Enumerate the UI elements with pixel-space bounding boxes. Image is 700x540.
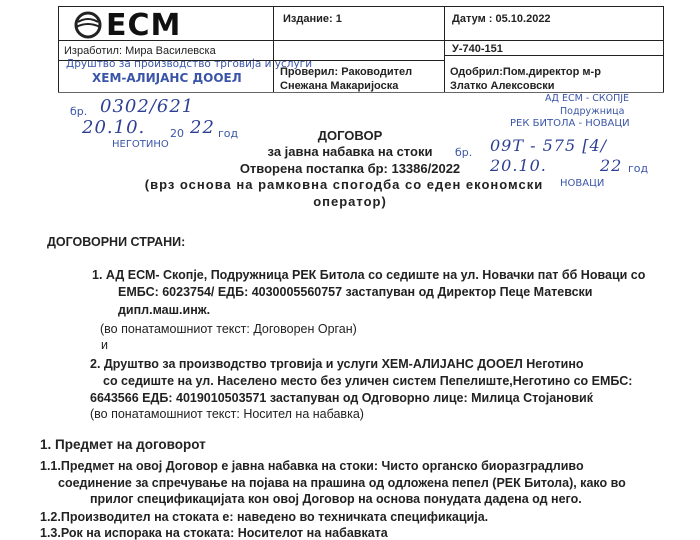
- left-stamp-date: 20.10.: [82, 117, 146, 138]
- right-stamp-line2: Подружница: [560, 106, 625, 117]
- left-stamp-line2: ХЕМ-АЛИЈАНС ДООЕЛ: [92, 71, 242, 85]
- form-code: У-740-151: [452, 43, 503, 55]
- right-stamp-number: 09Т - 575 [4/: [490, 136, 608, 155]
- party1-line3: дипл.маш.инж.: [118, 303, 211, 317]
- party1-line1: 1. АД ЕСМ- Скопје, Подружница РЕК Битола со седиште на ул. Новачки пат бб Новаци со: [92, 268, 646, 282]
- party1-line4: (во понатамошниот текст: Договорен Орган): [100, 322, 357, 336]
- right-stamp-br: бр.: [455, 146, 473, 159]
- party2-line2: со седиште на ул. Населено место без уличен систем Пепелиште,Неготино со ЕМБС:: [103, 374, 633, 388]
- parties-heading: ДОГОВОРНИ СТРАНИ:: [47, 235, 186, 249]
- left-stamp-br: бр.: [70, 105, 88, 118]
- doc-title: ДОГОВОР: [317, 128, 383, 143]
- item-1-1-line1: 1.1.Предмет на овој Договор е јавна набавка на стоки: Чисто органско биоразградливо: [40, 459, 584, 473]
- document-date: Датум : 05.10.2022: [452, 13, 551, 25]
- item-1-3: 1.3.Рок на испорака на стоката: Носителот на набавката: [40, 526, 388, 540]
- party2-line1: 2. Друштво за производство трговија и услуги ХЕМ-АЛИЈАНС ДООЕЛ Неготино: [90, 357, 584, 371]
- right-stamp-year: 22: [600, 156, 623, 175]
- left-stamp-god: год: [218, 127, 239, 140]
- doc-subtitle: за јавна набавка на стоки: [267, 144, 433, 159]
- ecm-logo: [66, 8, 266, 43]
- left-stamp-number: 0302/621: [100, 96, 195, 117]
- left-stamp-year: 22: [190, 117, 215, 138]
- right-stamp-line3: РЕК БИТОЛА - НОВАЦИ: [510, 118, 630, 129]
- procedure-number: Отворена постапка бр: 13386/2022: [239, 161, 461, 176]
- item-1-2: 1.2.Производител на стоката е: наведено во техничката спецификација.: [40, 510, 489, 524]
- prepared-by: Изработил: Мира Василевска: [64, 45, 216, 57]
- right-stamp-date: 20.10.: [490, 156, 547, 175]
- right-stamp-line1: АД ЕСМ - СКОПЈЕ: [545, 93, 630, 104]
- party1-line2: ЕМБС: 6023754/ ЕДБ: 4030005560757 застапуван од Директор Пеце Матевски: [118, 285, 593, 299]
- checked-by-title: Проверил: Раководител: [280, 66, 413, 78]
- right-stamp-city: НОВАЦИ: [560, 178, 605, 189]
- left-stamp-year-prefix: 20: [170, 127, 184, 140]
- party2-line3: 6643566 ЕДБ: 4019010503571 застапуван од Одговорно лице: Милица Стојановиќ: [90, 391, 593, 405]
- approved-by-title: Одобрил:Пом.директор м-р: [450, 66, 601, 78]
- left-stamp-line1: Друштво за производство трговија и услуги: [66, 58, 313, 70]
- party2-line4: (во понатамошниот текст: Носител на набавка): [90, 407, 364, 421]
- approved-by-name: Златко Алексовски: [450, 80, 555, 92]
- conjunction: и: [101, 338, 108, 352]
- framework-note-line1: (врз основа на рамковна спогодба со еден економски: [144, 177, 544, 192]
- section1-heading: 1. Предмет на договорот: [40, 437, 206, 452]
- logo-text: ECM: [106, 8, 182, 43]
- left-stamp-city: НЕГОТИНО: [112, 139, 169, 150]
- item-1-1-line2: соединение за спречување на појава на прашина од одложена пепел (РЕК Битола), како во: [58, 476, 626, 490]
- framework-note-line2: оператор): [313, 194, 387, 209]
- right-stamp-god: год: [628, 162, 649, 175]
- checked-by-name: Снежана Макаријоска: [280, 80, 399, 92]
- item-1-1-line3: прилог спецификацијата кон овој Договор на основа понудата дадена од него.: [90, 492, 582, 506]
- edition: Издание: 1: [283, 13, 342, 25]
